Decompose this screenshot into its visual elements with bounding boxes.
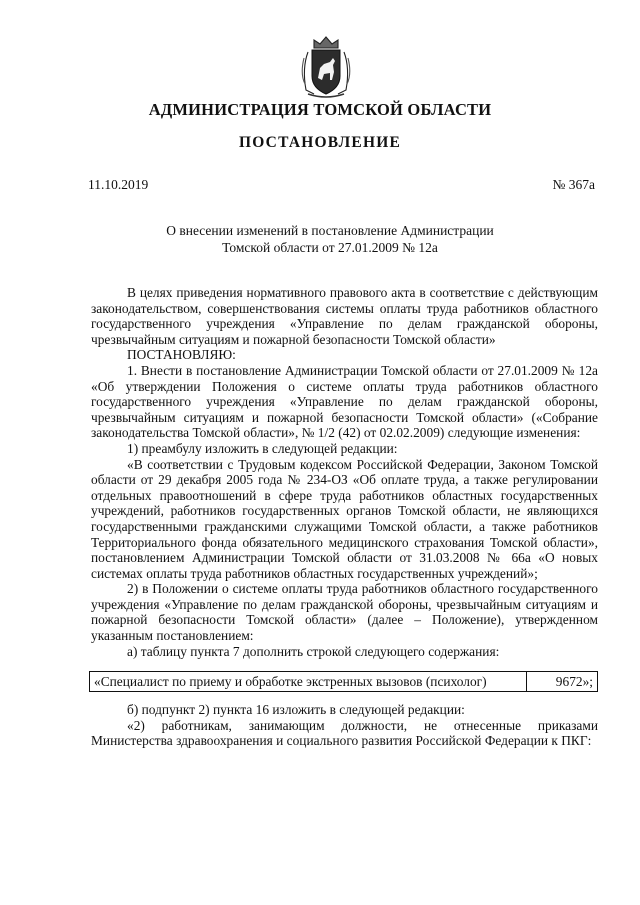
subclause-b-paragraph: б) подпункт 2) пункта 16 изложить в следующей редакции: xyxy=(127,702,465,718)
organization-title: АДМИНИСТРАЦИЯ ТОМСКОЙ ОБЛАСТИ xyxy=(148,100,492,119)
amendment-table xyxy=(89,671,598,692)
table-row xyxy=(90,672,598,692)
document-type-title: ПОСТАНОВЛЕНИЕ xyxy=(238,134,402,151)
coat-of-arms-emblem xyxy=(300,34,352,100)
document-subject xyxy=(120,222,540,256)
table-cell-value: 9672»; xyxy=(527,672,598,692)
new-item-2-paragraph: «2) работникам, занимающим должности, не отнесенные приказами Министерства здравоохранения и социального развития Российской Федерации к ПКГ: xyxy=(91,717,598,749)
clause-1-paragraph: 1. Внести в постановление Администрации Томской области от 27.01.2009 № 12а «Об утверждении Положения о системе оплаты труда работников областного государственного учреждения «Управление по делам гражданской обороны, чрезвычайным ситуациям и пожарной безопасности Томской области» («Собрание законодательства Томской области», № 1/2 (42) от 02.02.2009) следующие изменения: xyxy=(91,362,598,441)
resolve-heading: ПОСТАНОВЛЯЮ: xyxy=(127,347,236,363)
subject-line-1: О внесении изменений в постановление Администрации xyxy=(166,223,494,238)
document-date: 11.10.2019 xyxy=(88,177,149,192)
document-number: № 367а xyxy=(552,177,595,192)
subclause-1-paragraph: 1) преамбулу изложить в следующей редакции: xyxy=(127,440,398,456)
subclause-2-paragraph: 2) в Положении о системе оплаты труда работников областного государственного учреждения «Управление по делам гражданской обороны, чрезвычайным ситуациям и пожарной безопасности Томской области» (далее – Положение), утвержденном указанным постановлением: xyxy=(91,581,598,644)
table-cell-position: «Специалист по приему и обработке экстренных вызовов (психолог) xyxy=(90,672,527,692)
document-body xyxy=(91,285,598,749)
subclause-a-paragraph: а) таблицу пункта 7 дополнить строкой следующего содержания: xyxy=(127,643,500,659)
new-preamble-paragraph: «В соответствии с Трудовым кодексом Российской Федерации, Законом Томской области от 29 декабря 2005 года № 234-ОЗ «Об оплате труда, а также регулировании отдельных правоотношений в сфере труда работников областных государственных учреждений, работников государственных органов Томской области, не являющихся государственными гражданскими служащими Томской области, а также работников Территориального фонда обязательного медицинского страхования Томской области», постановлением Администрации Томской области от 31.03.2008 № 66а «О новых системах оплаты труда работников областных государственных учреждений»; xyxy=(91,456,598,581)
preamble-paragraph: В целях приведения нормативного правового акта в соответствие с действующим законодательством, совершенствования системы оплаты труда работников областного государственного учреждения «Управление по делам гражданской обороны, чрезвычайным ситуациям и пожарной безопасности Томской области» xyxy=(91,285,598,347)
subject-line-2: Томской области от 27.01.2009 № 12а xyxy=(222,240,438,255)
